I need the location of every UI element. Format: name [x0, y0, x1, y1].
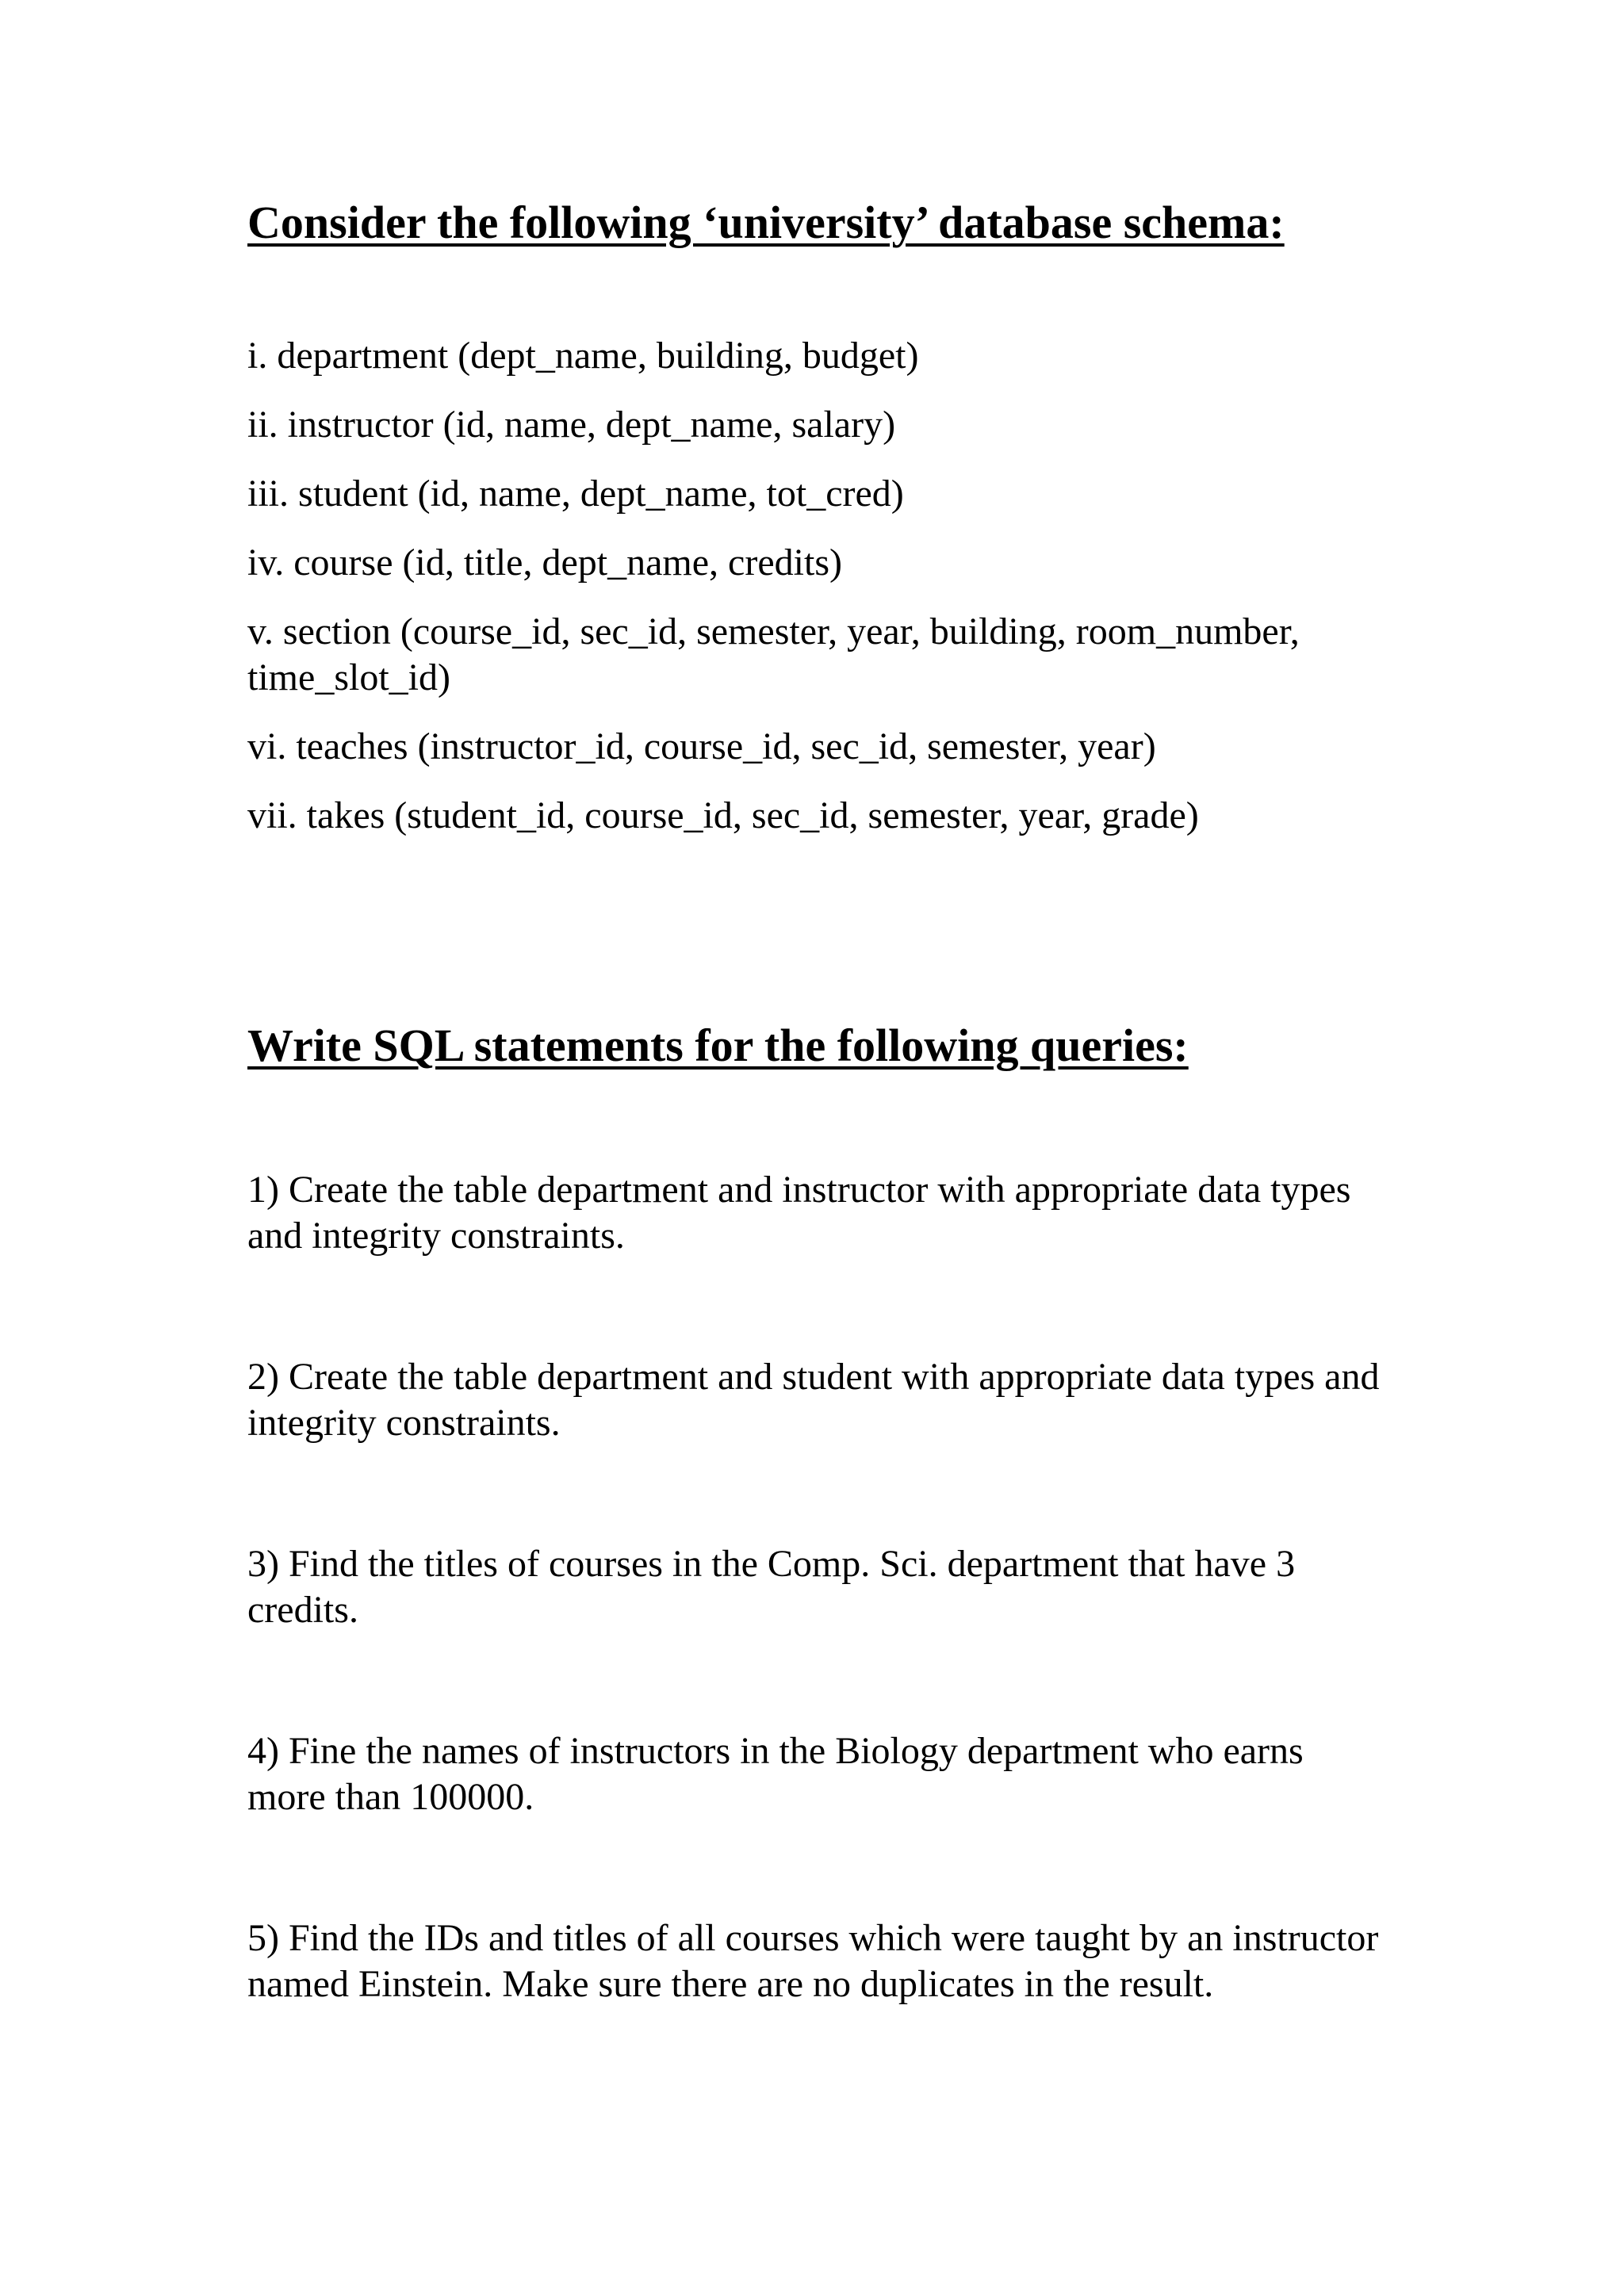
- queries-heading: Write SQL statements for the following queries:: [247, 1020, 1189, 1071]
- query-item-4: 4) Fine the names of instructors in the Biology department who earns more than 100000.: [247, 1730, 1304, 1818]
- schema-item-takes: vii. takes (student_id, course_id, sec_id, semester, year, grade): [247, 794, 1199, 836]
- schema-item-teaches: vi. teaches (instructor_id, course_id, sec_id, semester, year): [247, 725, 1156, 767]
- query-item-2: 2) Create the table department and student with appropriate data types and integrity constraints.: [247, 1356, 1380, 1444]
- schema-item-course: iv. course (id, title, dept_name, credits): [247, 541, 842, 584]
- query-item-5: 5) Find the IDs and titles of all courses which were taught by an instructor named Einstein. Make sure there are no duplicates in the result.: [247, 1917, 1379, 2005]
- schema-item-department: i. department (dept_name, building, budget): [247, 335, 919, 377]
- query-item-3: 3) Find the titles of courses in the Comp. Sci. department that have 3 credits.: [247, 1543, 1296, 1631]
- schema-list: [247, 333, 1437, 862]
- query-item-1: 1) Create the table department and instructor with appropriate data types and integrity constraints.: [247, 1169, 1351, 1257]
- query-list: [247, 1167, 1389, 2103]
- schema-item-student: iii. student (id, name, dept_name, tot_cred): [247, 473, 904, 515]
- schema-heading: Consider the following ‘university’ database schema:: [247, 197, 1285, 248]
- schema-item-section: v. section (course_id, sec_id, semester, year, building, room_number, time_slot_id): [247, 610, 1309, 698]
- schema-item-instructor: ii. instructor (id, name, dept_name, salary): [247, 404, 896, 446]
